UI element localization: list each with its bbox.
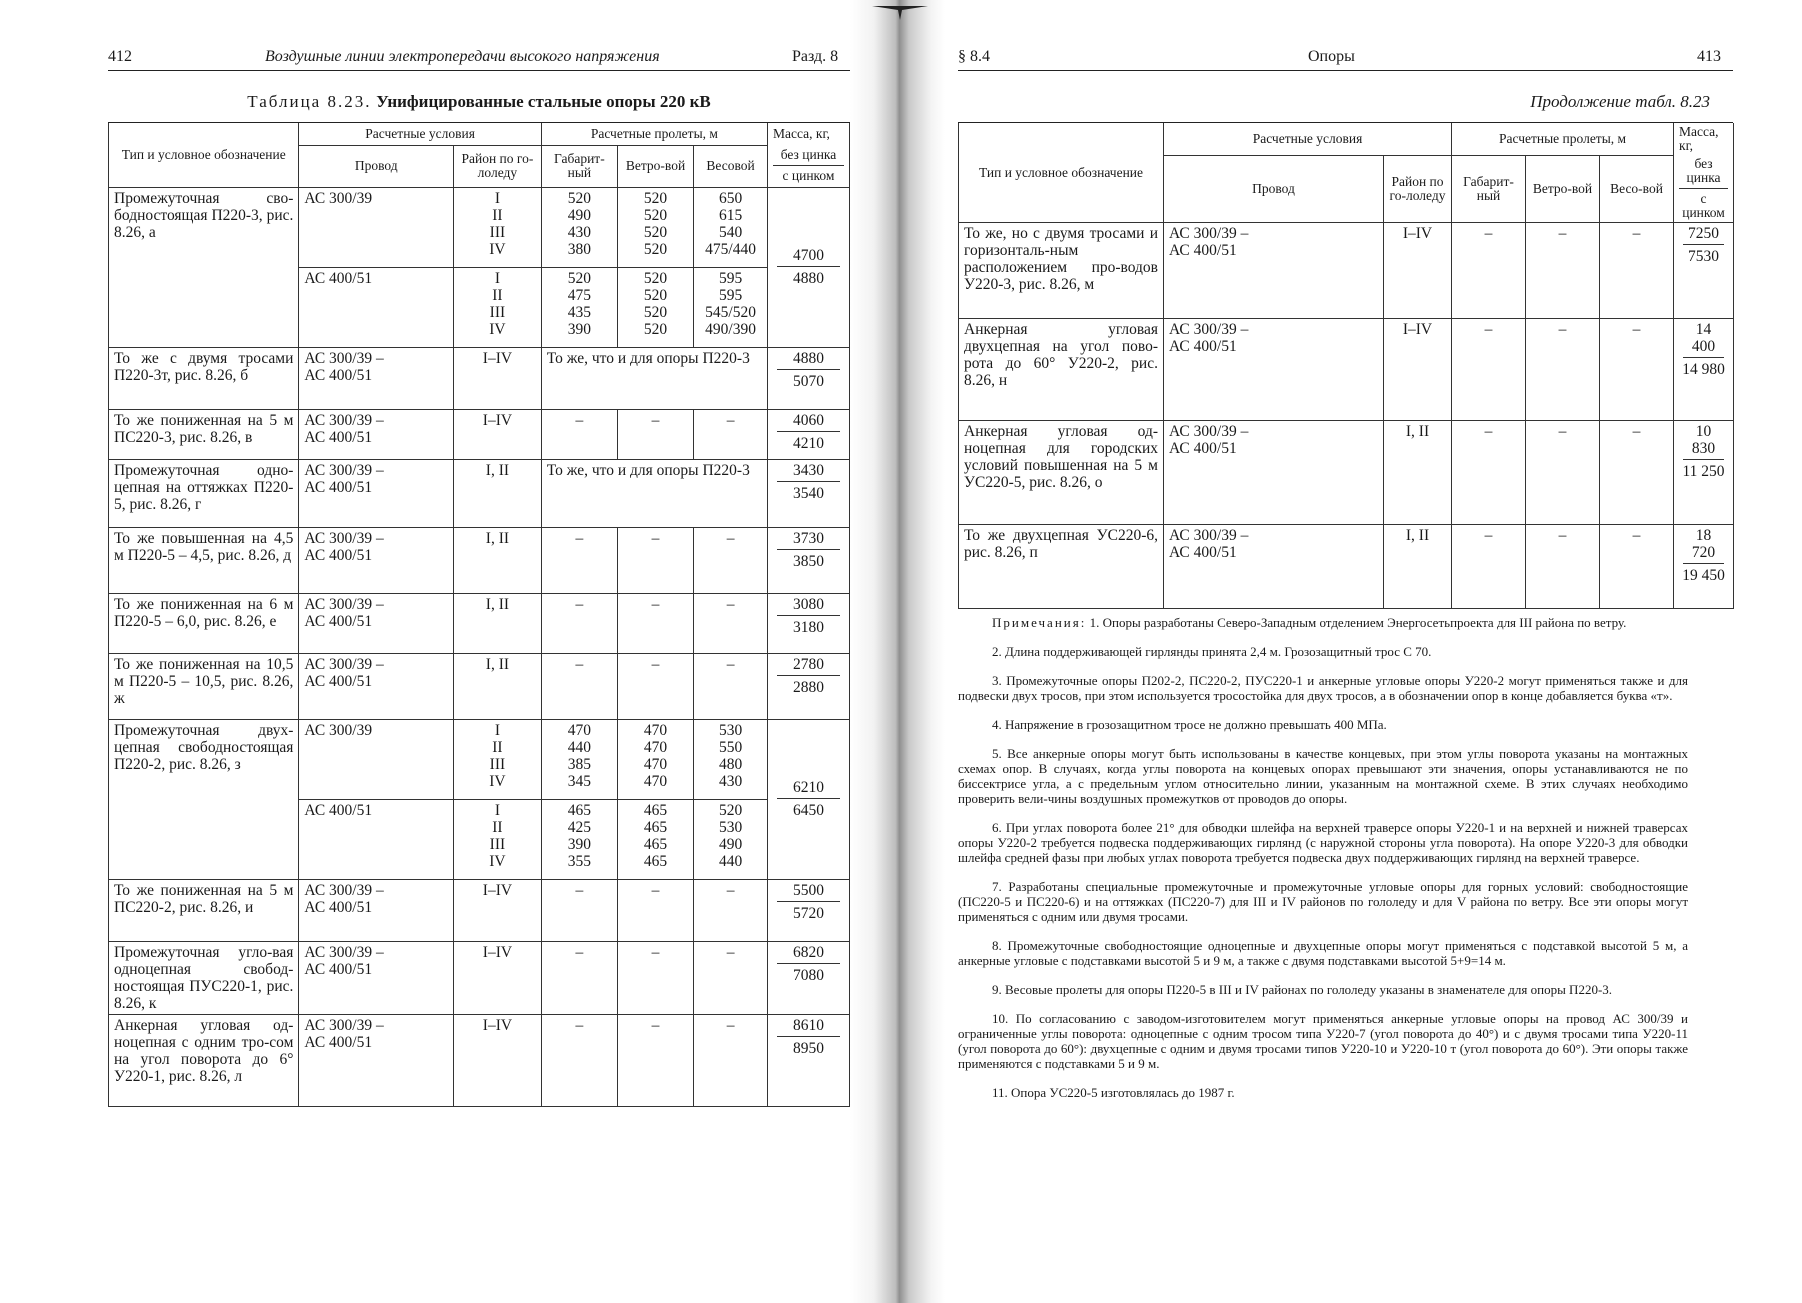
header-rule [108,70,850,71]
towers-table [108,123,850,1107]
header-mass-variants [768,145,850,187]
span-weight: 595 595 545/520 490/390 [694,267,768,347]
span-wind: – [617,409,693,459]
ice-region-cell: I II III IV [454,187,542,267]
mass-without-zinc: 10 830 [1683,423,1724,460]
mass-without-zinc: 5500 [777,882,840,902]
wire-cell: АС 300/39 – АС 400/51 [299,941,454,1014]
mass-cell [1674,525,1734,609]
tower-type: Промежуточная одно-цепная на оттяжках П220-5, рис. 8.26, г [109,459,299,527]
section-label: Разд. 8 [792,48,839,65]
tower-type: Промежуточная сво-бодностоящая П220-3, рис. 8.26, а [109,187,299,347]
mass-with-zinc: 4210 [793,434,824,452]
ice-region-cell: I II III IV [454,719,542,799]
span-weight: – [1600,525,1674,609]
span-wind: – [1526,525,1600,609]
span-gab: 465 425 390 355 [541,799,617,879]
span-wind: 520 520 520 520 [617,187,693,267]
wire-cell: АС 400/51 [299,267,454,347]
mass-without-zinc: 4700 [777,247,840,267]
ice-region-cell: I–IV [454,879,542,941]
wire-cell: АС 300/39 – АС 400/51 [299,1014,454,1106]
span-gab: – [1452,319,1526,421]
header-gabarit: Габарит-ный [1452,155,1526,223]
wire-cell: АС 300/39 – АС 400/51 [299,527,454,593]
span-gab: – [1452,223,1526,319]
note-2 [958,644,1688,659]
mass-cell [768,719,850,879]
mass-with-zinc: 4880 [793,270,824,287]
wire-cell: АС 300/39 – АС 400/51 [299,409,454,459]
mass-without-zinc: 4880 [777,350,840,370]
span-weight: – [1600,223,1674,319]
header-type: Тип и условное обозначение [959,123,1164,223]
mass-without-zinc: 4060 [777,412,840,432]
tower-type: То же пониженная на 6 м П220-5 – 6,0, рис. 8.26, е [109,593,299,653]
header-wire: Провод [299,145,454,187]
span-gab: – [541,879,617,941]
mass-without-zinc: 6820 [777,944,840,964]
span-gab: 520 475 435 390 [541,267,617,347]
ice-region-cell: I, II [1384,525,1452,609]
mass-zinc: с цинком [782,168,835,184]
header-design-conditions: Расчетные условия [1164,123,1452,155]
page-number: 412 [108,48,132,65]
note-text: 2. Длина поддерживающей гирлянды принята 2,4 м. Грозозащитный трос С 70. [992,644,1432,659]
mass-with-zinc: 19 450 [1682,567,1725,584]
mass-with-zinc: 3180 [793,618,824,636]
note-text: 11. Опора УС220-5 изготовлялась до 1987 г. [992,1085,1235,1100]
tower-type: То же пониженная на 10,5 м П220-5 – 10,5, рис. 8.26, ж [109,653,299,719]
header-gabarit: Габарит-ный [541,145,617,187]
mass-with-zinc: 11 250 [1682,463,1725,480]
header-weight: Весо-вой [1600,155,1674,223]
ice-region-cell: I–IV [1384,223,1452,319]
mass-cell [768,459,850,527]
span-gab: – [541,653,617,719]
note-text: 6. При углах поворота более 21° для обводки шлейфа на верхней траверсе опоры У220-1 и на верхней и нижней траверсах опоры У220-2 требуется подвеска поддерживающих гирлянд (с наружной стороны угла поворота). На опоре У220-3 для обводки шлейфа средней фазы при любых углах поворота требуется подвеска двух поддерживающих гирлянд на верхней траверсе. [958,820,1688,865]
mass-without-zinc: 14 400 [1683,321,1724,358]
same-as-note: То же, что и для опоры П220-3 [541,347,767,409]
note-10 [958,1011,1688,1071]
mass-without-zinc: 2780 [777,656,840,676]
header-design-conditions: Расчетные условия [299,123,541,145]
wire-cell: АС 300/39 – АС 400/51 [1164,319,1384,421]
header-weight: Весовой [694,145,768,187]
span-weight: – [1600,421,1674,525]
tower-type: То же пониженная на 5 м ПС220-2, рис. 8.26, и [109,879,299,941]
note-text: 7. Разработаны специальные промежуточные и промежуточные угловые опоры для горных условий: свободностоящие (ПС220-5 и ПС220-6) и на оттяжках (ПС220-7) для III и IV районов по гололеду и для V района по ветру. Все эти опоры могут применяться с одним или двумя тросами. [958,879,1688,924]
span-weight: – [694,527,768,593]
header-wind: Ветро-вой [1526,155,1600,223]
note-text: 5. Все анкерные опоры могут быть использованы в качестве концевых, при этом углы поворота указаны на монтажных схемах опор. В случаях, когда углы поворота на концевых опорах превышают эти значения, опоры устанавливаются не по биссектрисе угла, а с предельным углом относительно линии, указанным на монтажной схеме. В этих случаях необходимо проверить вели-чины воздушных промежутков от проводов до опоры. [958,746,1688,806]
mass-no-zinc: без цинка [773,148,844,166]
header-spans: Расчетные пролеты, м [1452,123,1674,155]
note-5 [958,746,1688,806]
span-gab: 520 490 430 380 [541,187,617,267]
wire-cell: АС 400/51 [299,799,454,879]
note-7 [958,879,1688,924]
note-text: 8. Промежуточные свободностоящие одноцепные и двухцепные опоры могут применяться с подставкой высотой 5 м, а анкерные угловые с подставками высотой 5 и 9 м, а также с двумя подставками высотой 5+9=14 м. [958,938,1688,968]
mass-with-zinc: 7080 [793,966,824,984]
note-text: 1. Опоры разработаны Северо-Западным отделением Энергосетьпроекта для III района по ветру. [1089,615,1627,630]
tower-type: Анкерная угловая двухцепная на угол пово-рота до 60° У220-2, рис. 8.26, н [959,319,1164,421]
wire-cell: АС 300/39 – АС 400/51 [299,347,454,409]
tower-type: Промежуточная двух-цепная свободностоящая П220-2, рис. 8.26, з [109,719,299,879]
mass-cell [768,941,850,1014]
note-text: 4. Напряжение в грозозащитном тросе не должно превышать 400 МПа. [992,717,1387,732]
header-wind: Ветро-вой [617,145,693,187]
tower-type: То же двухцепная УС220-6, рис. 8.26, п [959,525,1164,609]
mass-cell [1674,421,1734,525]
span-wind: – [617,1014,693,1106]
same-as-note: То же, что и для опоры П220-3 [541,459,767,527]
span-gab: – [541,593,617,653]
ice-region-cell: I, II [454,593,542,653]
span-wind: – [617,593,693,653]
wire-cell: АС 300/39 [299,187,454,267]
ice-region-cell: I II III IV [454,799,542,879]
mass-with-zinc: 3850 [793,552,824,570]
ice-region-cell: I–IV [454,347,542,409]
header-mass-variants [1674,155,1734,223]
mass-without-zinc: 6210 [777,779,840,799]
ice-region-cell: I–IV [454,409,542,459]
note-text: 9. Весовые пролеты для опоры П220-5 в III и IV районах по гололеду указаны в знаменателе для опоры П220-3. [992,982,1613,997]
note-text: 10. По согласованию с заводом-изготовителем могут применяться анкерные угловые опоры на провод АС 300/39 и ограниченные углы поворота: одноцепные с одним тросом типа У220-7 (угол поворота до 40°) и с двумя тросами типа У220-11 (угол поворота до 60°): двухцепные с одним и двумя тросами типов У220-10 и У220-10 т (угол поворота до 60°). Эти опоры также применяются с подставками 5 и 9 м. [958,1011,1688,1071]
tower-type: То же повышенная на 4,5 м П220-5 – 4,5, рис. 8.26, д [109,527,299,593]
note-9 [958,982,1688,997]
tower-type: Промежуточная угло-вая одноцепная свобод-ностоящая ПУС220-1, рис. 8.26, к [109,941,299,1014]
mass-zinc: с цинком [1682,191,1725,220]
continuation-caption: Продолжение табл. 8.23 [1530,92,1710,111]
mass-label: Масса, кг, [1679,124,1719,153]
mass-cell [768,879,850,941]
mass-no-zinc: без цинка [1679,157,1728,189]
span-weight: – [694,879,768,941]
header-mass [768,123,850,145]
note-4 [958,717,1688,732]
mass-cell [768,527,850,593]
table-caption: Таблица 8.23. Унифицированные стальные опоры 220 кВ [247,92,711,111]
mass-cell [768,593,850,653]
mass-with-zinc: 2880 [793,678,824,696]
wire-cell: АС 300/39 [299,719,454,799]
ice-region-cell: I, II [454,653,542,719]
tower-type: То же с двумя тросами П220-3т, рис. 8.26, б [109,347,299,409]
header-spans: Расчетные пролеты, м [541,123,767,145]
mass-without-zinc: 3080 [777,596,840,616]
ice-region-cell: I, II [454,527,542,593]
span-weight: – [694,941,768,1014]
mass-cell [1674,319,1734,421]
mass-cell [768,347,850,409]
mass-with-zinc: 6450 [793,802,824,819]
header-wire: Провод [1164,155,1384,223]
header-rule [958,70,1733,71]
note-6 [958,820,1688,865]
span-weight: – [694,653,768,719]
mass-with-zinc: 7530 [1688,248,1720,265]
span-wind: – [617,653,693,719]
span-weight: – [1600,319,1674,421]
header-type: Тип и условное обозначение [109,123,299,187]
wire-cell: АС 300/39 – АС 400/51 [299,459,454,527]
mass-label: Масса, кг, [773,126,830,141]
span-weight: – [694,1014,768,1106]
tower-type: Анкерная угловая од-ноцепная с одним тро-сом на угол поворота до 6° У220-1, рис. 8.26, л [109,1014,299,1106]
span-weight: 520 530 490 440 [694,799,768,879]
mass-with-zinc: 5720 [793,904,824,922]
mass-cell [768,187,850,347]
page-number: 413 [1697,48,1721,65]
span-gab: – [541,941,617,1014]
mass-without-zinc: 18 720 [1683,527,1724,564]
tower-type: То же пониженная на 5 м ПС220-3, рис. 8.26, в [109,409,299,459]
span-gab: – [541,409,617,459]
span-weight: 650 615 540 475/440 [694,187,768,267]
running-title: Опоры [1308,48,1355,65]
wire-cell: АС 300/39 – АС 400/51 [1164,223,1384,319]
wire-cell: АС 300/39 – АС 400/51 [1164,421,1384,525]
mass-cell [768,1014,850,1106]
note-8 [958,938,1688,968]
span-wind: 520 520 520 520 [617,267,693,347]
header-ice-region: Район по го-лоледу [1384,155,1452,223]
ice-region-cell: I–IV [1384,319,1452,421]
span-wind: – [1526,421,1600,525]
header-mass [1674,123,1734,155]
span-wind: – [1526,319,1600,421]
span-weight: 530 550 480 430 [694,719,768,799]
span-gab: – [541,527,617,593]
mass-with-zinc: 5070 [793,372,824,390]
left-page [0,0,890,1303]
towers-table-continued [958,123,1734,609]
span-wind: 465 465 465 465 [617,799,693,879]
note-11 [958,1085,1688,1100]
wire-cell: АС 300/39 – АС 400/51 [299,879,454,941]
section-label: § 8.4 [958,48,990,65]
ice-region-cell: I, II [454,459,542,527]
span-gab: – [541,1014,617,1106]
mass-without-zinc: 7250 [1683,225,1724,245]
wire-cell: АС 300/39 – АС 400/51 [1164,525,1384,609]
span-gab: – [1452,421,1526,525]
span-weight: – [694,409,768,459]
tower-type: То же, но с двумя тросами и горизонталь-ным расположением про-водов У220-3, рис. 8.26, м [959,223,1164,319]
mass-with-zinc: 14 980 [1682,361,1725,378]
tower-type: Анкерная угловая од-ноцепная для городских условий повышенная на 5 м УС220-5, рис. 8.26, о [959,421,1164,525]
mass-cell [1674,223,1734,319]
note-1 [958,615,1688,630]
span-wind: – [617,527,693,593]
span-weight: – [694,593,768,653]
header-ice-region: Район по го-лоледу [454,145,542,187]
mass-with-zinc: 3540 [793,484,824,502]
table-notes [958,615,1688,1114]
wire-cell: АС 300/39 – АС 400/51 [299,593,454,653]
mass-without-zinc: 3430 [777,462,840,482]
ice-region-cell: I–IV [454,1014,542,1106]
ice-region-cell: I II III IV [454,267,542,347]
notes-label: Примечания: [992,615,1087,630]
span-wind: – [617,879,693,941]
mass-cell [768,653,850,719]
note-text: 3. Промежуточные опоры П202-2, ПС220-2, ПУС220-1 и анкерные угловые опоры У220-2 могут применяться также и для подвески двух тросов, при этом используется тросостойка для двух тросов, а в обозначении опор в конце добавляется буква «т». [958,673,1688,703]
ice-region-cell: I–IV [454,941,542,1014]
ice-region-cell: I, II [1384,421,1452,525]
wire-cell: АС 300/39 – АС 400/51 [299,653,454,719]
note-3 [958,673,1688,703]
span-wind: 470 470 470 470 [617,719,693,799]
span-wind: – [617,941,693,1014]
running-title: Воздушные линии электропередачи высокого напряжения [265,48,660,65]
mass-without-zinc: 3730 [777,530,840,550]
mass-with-zinc: 8950 [793,1039,824,1057]
span-gab: 470 440 385 345 [541,719,617,799]
span-wind: – [1526,223,1600,319]
span-gab: – [1452,525,1526,609]
mass-without-zinc: 8610 [777,1017,840,1037]
mass-cell [768,409,850,459]
